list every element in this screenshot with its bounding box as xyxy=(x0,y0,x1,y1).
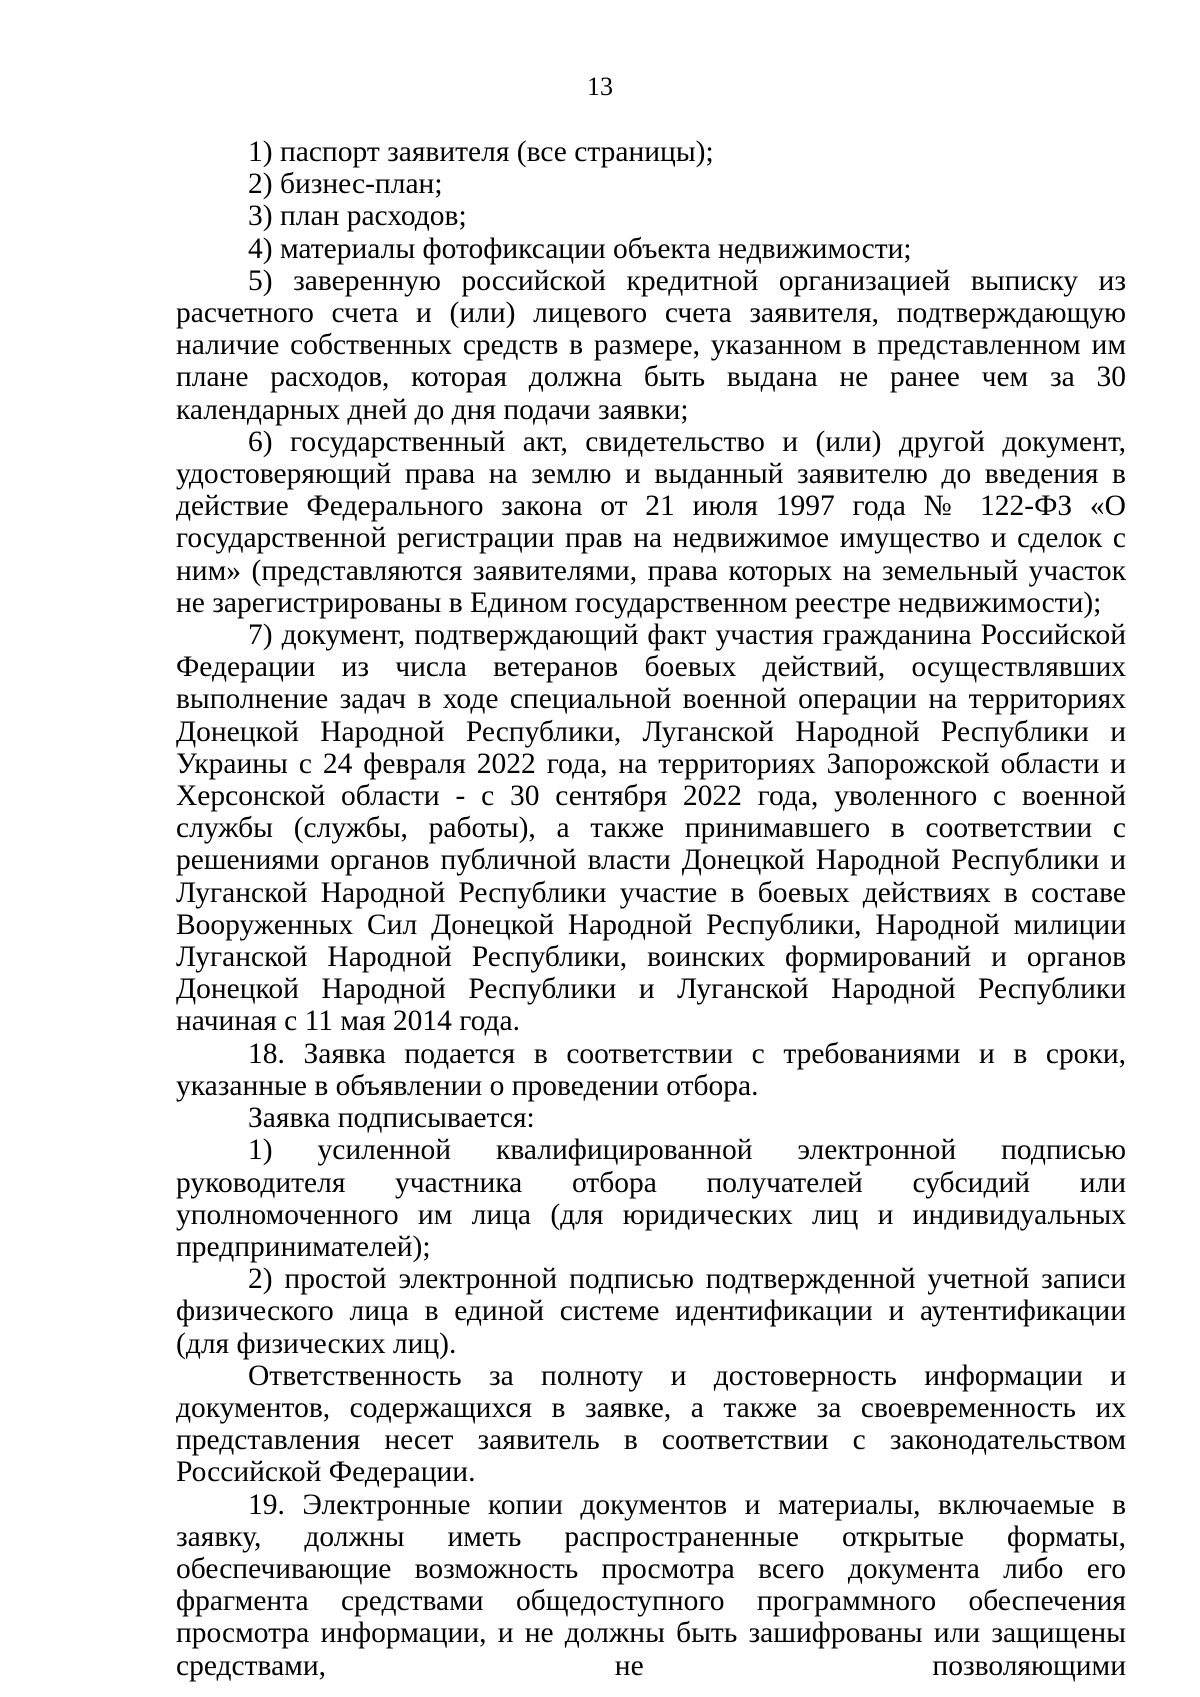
paragraph-item-1: 1) паспорт заявителя (все страницы); xyxy=(248,136,714,168)
paragraph-item-4: 4) материалы фотофиксации объекта недвижимости; xyxy=(248,232,912,265)
paragraph-responsibility: Ответственность за полноту и достоверность информации и документов, содержащихся в заявке, а также за своевременность их представления несет заявитель в соответствии с законодательством Российской Федерации. xyxy=(176,1359,1126,1489)
paragraph-clause-18: 18. Заявка подается в соответствии с требованиями и в сроки, указанные в объявлении о проведении отбора. xyxy=(176,1037,1126,1102)
paragraph-item-3: 3) план расходов; xyxy=(248,200,467,233)
paragraph-signing-intro: Заявка подписывается: xyxy=(248,1102,535,1135)
paragraph-item-6: 6) государственный акт, свидетельство и (или) другой документ, удостоверяющий права на землю и выданный заявителю до введения в действие Федерального закона от 21 июля 1997 года № 122-ФЗ «О государственной регистрации прав на недвижимое имущество и сделок с ним» (представляются заявителями, права которых на земельный участок не зарегистрированы в Едином государственном реестре недвижимости); xyxy=(176,425,1126,619)
paragraph-signing-2: 2) простой электронной подписью подтвержденной учетной записи физического лица в единой системе идентификации и аутентификации (для физических лиц). xyxy=(176,1263,1126,1360)
paragraph-item-5: 5) заверенную российской кредитной организацией выписку из расчетного счета и (или) лицевого счета заявителя, подтверждающую наличие собственных средств в размере, указанном в представленном им плане расходов, которая должна быть выдана не ранее чем за 30 календарных дней до дня подачи заявки; xyxy=(176,264,1126,426)
paragraph-item-7: 7) документ, подтверждающий факт участия гражданина Российской Федерации из числа ветеранов боевых действий, осуществлявших выполнение задач в ходе специальной военной операции на территориях Донецкой Народной Республики, Луганской Народной Республики и Украины с 24 февраля 2022 года, на территориях Запорожской области и Херсонской области - с 30 сентября 2022 года, уволенного с военной службы (службы, работы), а также принимавшего в соответствии с решениями органов публичной власти Донецкой Народной Республики и Луганской Народной Республики участие в боевых действиях в составе Вооруженных Сил Донецкой Народной Республики, Народной милиции Луганской Народной Республики, воинских формирований и органов Донецкой Народной Республики и Луганской Народной Республики начиная с 11 мая 2014 года. xyxy=(176,619,1126,1038)
paragraph-clause-19: 19. Электронные копии документов и материалы, включаемые в заявку, должны иметь распространенные открытые форматы, обеспечивающие возможность просмотра всего документа либо его фрагмента средствами общедоступного программного обеспечения просмотра информации, и не должны быть зашифрованы или защищены средствами, не позволяющими xyxy=(176,1488,1126,1682)
paragraph-signing-1: 1) усиленной квалифицированной электронной подписью руководителя участника отбора получателей субсидий или уполномоченного им лица (для юридических лиц и индивидуальных предпринимателей); xyxy=(176,1134,1126,1263)
page-number: 13 xyxy=(587,72,613,101)
paragraph-item-2: 2) бизнес-план; xyxy=(248,168,443,201)
document-body xyxy=(176,136,1126,1682)
